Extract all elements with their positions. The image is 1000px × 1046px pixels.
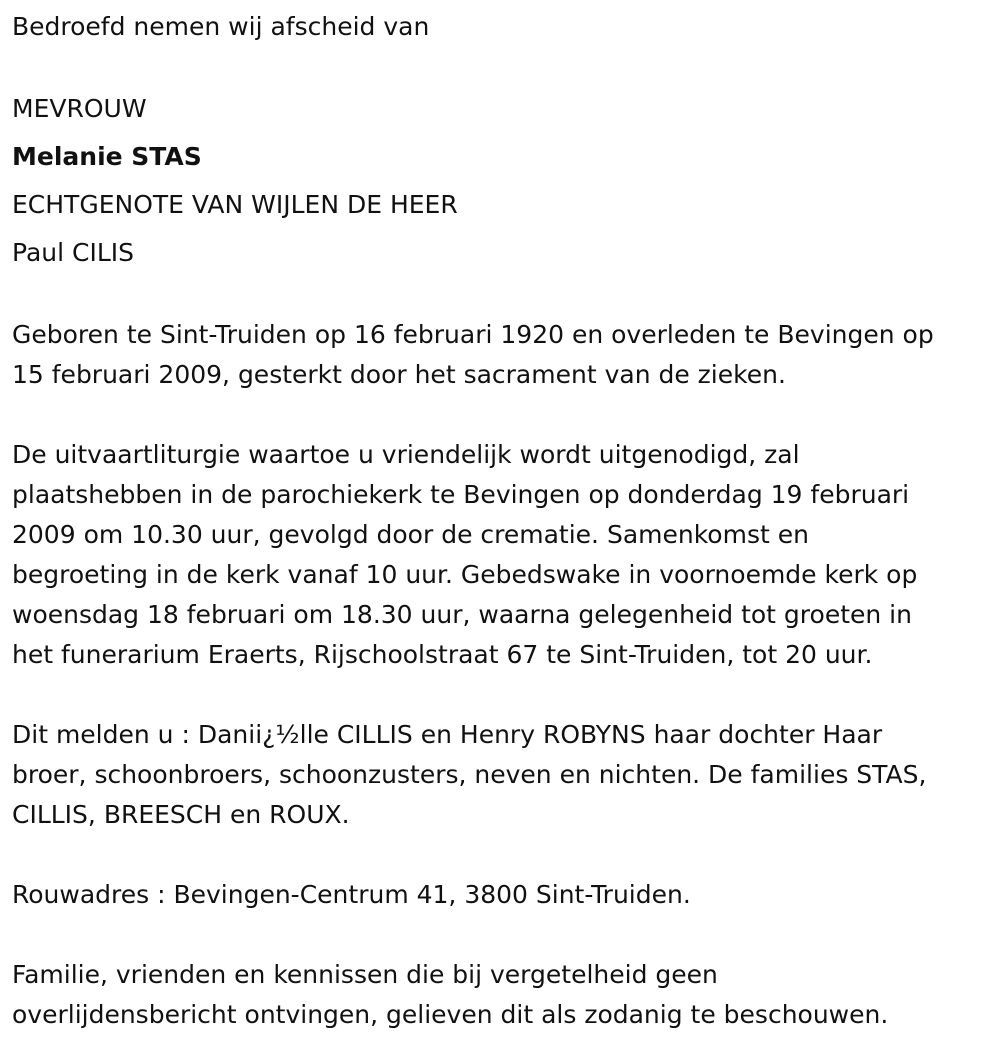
paragraph-line: Dit melden u : Danii¿½lle CILLIS en Henry ROBYNS haar dochter Haar xyxy=(12,720,883,749)
announcers-paragraph xyxy=(12,715,992,835)
paragraph-line: plaatshebben in de parochiekerk te Bevingen op donderdag 19 februari xyxy=(12,480,910,509)
deceased-block xyxy=(12,85,992,277)
paragraph-line: het funerarium Eraerts, Rijschoolstraat 67 te Sint-Truiden, tot 20 uur. xyxy=(12,640,873,669)
birth-death-paragraph xyxy=(12,315,992,395)
paragraph-line: De uitvaartliturgie waartoe u vriendelijk wordt uitgenodigd, zal xyxy=(12,440,800,469)
paragraph-line: Geboren te Sint-Truiden op 16 februari 1920 en overleden te Bevingen op xyxy=(12,320,934,349)
obituary-notice xyxy=(12,0,992,1035)
paragraph-line: woensdag 18 februari om 18.30 uur, waarna gelegenheid tot groeten in xyxy=(12,600,912,629)
paragraph-line: 15 februari 2009, gesterkt door het sacrament van de zieken. xyxy=(12,360,786,389)
closing-paragraph xyxy=(12,955,992,1035)
funeral-paragraph xyxy=(12,435,992,675)
deceased-name: Melanie STAS xyxy=(12,142,202,171)
intro-text: Bedroefd nemen wij afscheid van xyxy=(12,12,430,41)
address-paragraph xyxy=(12,875,992,915)
paragraph-line: 2009 om 10.30 uur, gevolgd door de crematie. Samenkomst en xyxy=(12,520,809,549)
mourning-address: Rouwadres : Bevingen-Centrum 41, 3800 Sint-Truiden. xyxy=(12,880,691,909)
honorific: MEVROUW xyxy=(12,94,147,123)
spouse-name: Paul CILIS xyxy=(12,238,135,267)
paragraph-line: begroeting in de kerk vanaf 10 uur. Gebedswake in voornoemde kerk op xyxy=(12,560,918,589)
paragraph-line: Familie, vrienden en kennissen die bij vergetelheid geen xyxy=(12,960,718,989)
paragraph-line: CILLIS, BREESCH en ROUX. xyxy=(12,800,350,829)
paragraph-line: overlijdensbericht ontvingen, gelieven dit als zodanig te beschouwen. xyxy=(12,1000,889,1029)
spacer xyxy=(12,277,992,315)
relation-text: ECHTGENOTE VAN WIJLEN DE HEER xyxy=(12,190,458,219)
spacer xyxy=(12,915,992,955)
spacer xyxy=(12,835,992,875)
spacer xyxy=(12,675,992,715)
spacer xyxy=(12,395,992,435)
spacer xyxy=(12,47,992,85)
paragraph-line: broer, schoonbroers, schoonzusters, neven en nichten. De families STAS, xyxy=(12,760,927,789)
